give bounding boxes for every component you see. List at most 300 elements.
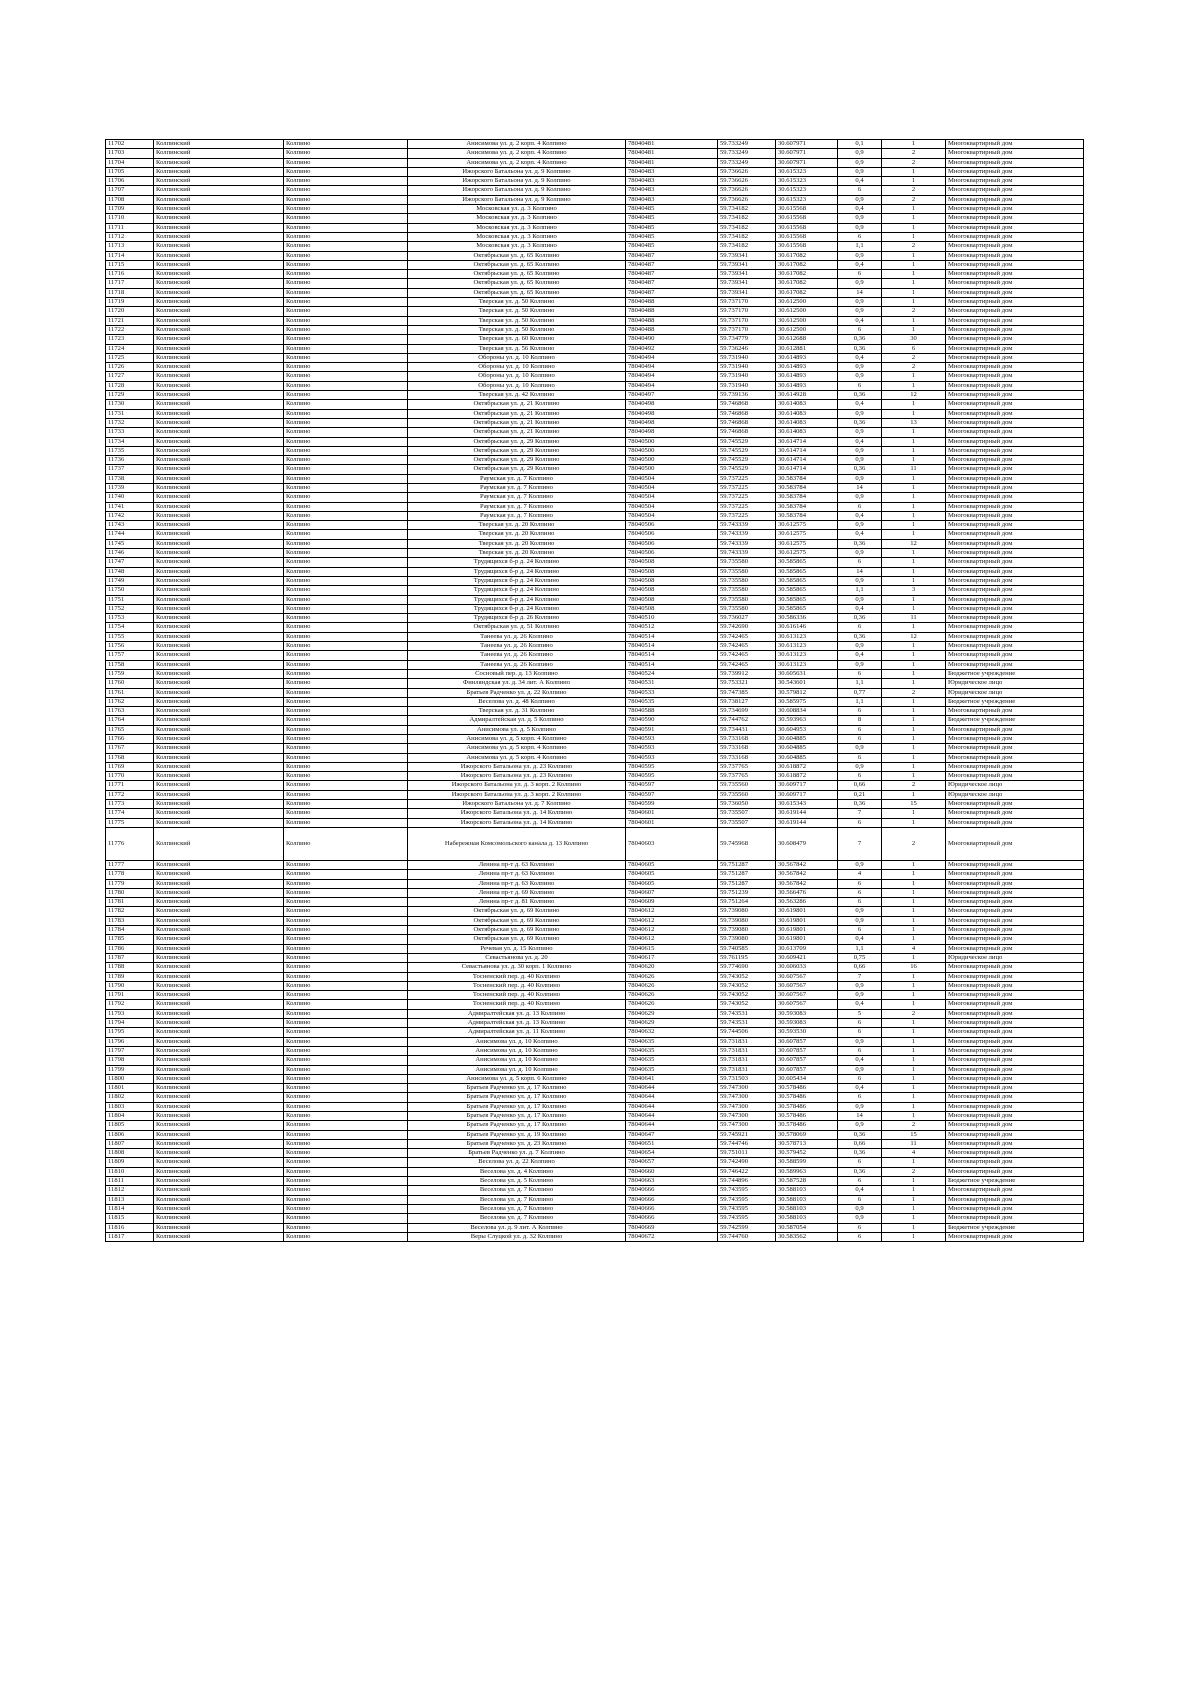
latitude-cell: 59.743339 [718, 539, 776, 548]
object-type-cell: Многоквартирный дом [946, 539, 1084, 548]
count-cell: 1 [882, 260, 946, 269]
town-cell: Колпино [284, 1177, 408, 1186]
volume-cell: 0,9 [838, 493, 882, 502]
code-cell: 78040615 [626, 944, 718, 953]
address-cell: Танеева ул. д. 26 Колпино [408, 660, 626, 669]
code-cell: 78040510 [626, 614, 718, 623]
table-row [106, 1037, 1084, 1046]
district-cell: Колпинский [154, 898, 284, 907]
row-id: 11709 [106, 205, 154, 214]
code-cell: 78040506 [626, 530, 718, 539]
table-row [106, 186, 1084, 195]
table-row [106, 251, 1084, 260]
code-cell: 78040494 [626, 363, 718, 372]
latitude-cell: 59.745968 [718, 827, 776, 860]
address-cell: Обороны ул. д. 10 Колпино [408, 372, 626, 381]
code-cell: 78040531 [626, 679, 718, 688]
latitude-cell: 59.737225 [718, 483, 776, 492]
address-cell: Братьев Радченко ул. д. 7 Колпино [408, 1149, 626, 1158]
address-cell: Веры Слуцкой ул. д. 32 Колпино [408, 1232, 626, 1241]
longitude-cell: 30.578486 [776, 1121, 838, 1130]
object-type-cell: Многоквартирный дом [946, 1093, 1084, 1102]
longitude-cell: 30.607857 [776, 1056, 838, 1065]
count-cell: 1 [882, 1065, 946, 1074]
longitude-cell: 30.612500 [776, 316, 838, 325]
latitude-cell: 59.739341 [718, 279, 776, 288]
object-type-cell: Многоквартирный дом [946, 1121, 1084, 1130]
latitude-cell: 59.747300 [718, 1084, 776, 1093]
code-cell: 78040612 [626, 935, 718, 944]
town-cell: Колпино [284, 493, 408, 502]
data-table [105, 139, 1084, 1242]
count-cell: 11 [882, 614, 946, 623]
volume-cell: 6 [838, 1223, 882, 1232]
table-row [106, 558, 1084, 567]
town-cell: Колпино [284, 186, 408, 195]
latitude-cell: 59.731940 [718, 381, 776, 390]
address-cell: Ижорского Батальона ул. д. 23 Колпино [408, 772, 626, 781]
longitude-cell: 30.605434 [776, 1074, 838, 1083]
town-cell: Колпино [284, 558, 408, 567]
district-cell: Колпинский [154, 679, 284, 688]
latitude-cell: 59.736027 [718, 614, 776, 623]
object-type-cell: Многоквартирный дом [946, 651, 1084, 660]
latitude-cell: 59.736626 [718, 167, 776, 176]
table-row [106, 446, 1084, 455]
longitude-cell: 30.593963 [776, 716, 838, 725]
town-cell: Колпино [284, 888, 408, 897]
code-cell: 78040593 [626, 744, 718, 753]
count-cell: 1 [882, 558, 946, 567]
address-cell: Тосненский пер. д. 40 Колпино [408, 981, 626, 990]
row-id: 11789 [106, 972, 154, 981]
address-cell: Тверская ул. д. 20 Колпино [408, 539, 626, 548]
object-type-cell: Юридическое лицо [946, 679, 1084, 688]
object-type-cell: Многоквартирный дом [946, 251, 1084, 260]
address-cell: Веселова ул. д. 7 Колпино [408, 1204, 626, 1213]
address-cell: Анисимова ул. д. 5 корп. 4 Колпино [408, 753, 626, 762]
district-cell: Колпинский [154, 632, 284, 641]
town-cell: Колпино [284, 725, 408, 734]
district-cell: Колпинский [154, 1074, 284, 1083]
code-cell: 78040506 [626, 549, 718, 558]
town-cell: Колпино [284, 1139, 408, 1148]
code-cell: 78040524 [626, 669, 718, 678]
volume-cell: 0,4 [838, 437, 882, 446]
town-cell: Колпино [284, 428, 408, 437]
object-type-cell: Многоквартирный дом [946, 1186, 1084, 1195]
count-cell: 1 [882, 716, 946, 725]
table-row [106, 1121, 1084, 1130]
table-row [106, 879, 1084, 888]
longitude-cell: 30.614083 [776, 418, 838, 427]
object-type-cell: Многоквартирный дом [946, 1009, 1084, 1018]
district-cell: Колпинский [154, 651, 284, 660]
address-cell: Братьев Радченко ул. д. 22 Колпино [408, 688, 626, 697]
object-type-cell: Многоквартирный дом [946, 1037, 1084, 1046]
object-type-cell: Многоквартирный дом [946, 242, 1084, 251]
town-cell: Колпино [284, 325, 408, 334]
latitude-cell: 59.735507 [718, 809, 776, 818]
district-cell: Колпинский [154, 953, 284, 962]
code-cell: 78040626 [626, 991, 718, 1000]
row-id: 11811 [106, 1177, 154, 1186]
table-row [106, 195, 1084, 204]
longitude-cell: 30.607567 [776, 1000, 838, 1009]
code-cell: 78040666 [626, 1195, 718, 1204]
count-cell: 1 [882, 697, 946, 706]
object-type-cell: Бюджетное учреждение [946, 669, 1084, 678]
row-id: 11702 [106, 140, 154, 149]
town-cell: Колпино [284, 400, 408, 409]
row-id: 11814 [106, 1204, 154, 1213]
town-cell: Колпино [284, 539, 408, 548]
address-cell: Ижорского Батальона ул. д. 9 Колпино [408, 167, 626, 176]
district-cell: Колпинский [154, 1177, 284, 1186]
town-cell: Колпино [284, 1149, 408, 1158]
table-row [106, 1158, 1084, 1167]
volume-cell: 6 [838, 381, 882, 390]
longitude-cell: 30.588103 [776, 1195, 838, 1204]
object-type-cell: Многоквартирный дом [946, 140, 1084, 149]
row-id: 11734 [106, 437, 154, 446]
address-cell: Братьев Радченко ул. д. 17 Колпино [408, 1121, 626, 1130]
address-cell: Веселова ул. д. 7 Колпино [408, 1186, 626, 1195]
table-row [106, 1000, 1084, 1009]
row-id: 11754 [106, 623, 154, 632]
row-id: 11759 [106, 669, 154, 678]
longitude-cell: 30.619144 [776, 809, 838, 818]
object-type-cell: Многоквартирный дом [946, 1102, 1084, 1111]
count-cell: 1 [882, 1177, 946, 1186]
district-cell: Колпинский [154, 972, 284, 981]
volume-cell: 0,4 [838, 177, 882, 186]
town-cell: Колпино [284, 372, 408, 381]
row-id: 11720 [106, 307, 154, 316]
object-type-cell: Юридическое лицо [946, 781, 1084, 790]
count-cell: 2 [882, 186, 946, 195]
object-type-cell: Многоквартирный дом [946, 660, 1084, 669]
town-cell: Колпино [284, 991, 408, 1000]
longitude-cell: 30.612881 [776, 344, 838, 353]
table-row [106, 1074, 1084, 1083]
volume-cell: 0,4 [838, 935, 882, 944]
object-type-cell: Многоквартирный дом [946, 260, 1084, 269]
town-cell: Колпино [284, 1065, 408, 1074]
count-cell: 1 [882, 279, 946, 288]
longitude-cell: 30.583784 [776, 502, 838, 511]
row-id: 11777 [106, 860, 154, 869]
latitude-cell: 59.737225 [718, 493, 776, 502]
code-cell: 78040483 [626, 195, 718, 204]
volume-cell: 0,9 [838, 307, 882, 316]
object-type-cell: Многоквартирный дом [946, 288, 1084, 297]
longitude-cell: 30.593083 [776, 1009, 838, 1018]
district-cell: Колпинский [154, 474, 284, 483]
code-cell: 78040657 [626, 1158, 718, 1167]
longitude-cell: 30.586336 [776, 614, 838, 623]
object-type-cell: Многоквартирный дом [946, 1214, 1084, 1223]
count-cell: 2 [882, 307, 946, 316]
town-cell: Колпино [284, 642, 408, 651]
count-cell: 2 [882, 1121, 946, 1130]
count-cell: 1 [882, 167, 946, 176]
object-type-cell: Многоквартирный дом [946, 1111, 1084, 1120]
count-cell: 1 [882, 1214, 946, 1223]
table-row [106, 325, 1084, 334]
town-cell: Колпино [284, 1232, 408, 1241]
code-cell: 78040595 [626, 762, 718, 771]
code-cell: 78040654 [626, 1149, 718, 1158]
latitude-cell: 59.742465 [718, 651, 776, 660]
object-type-cell: Многоквартирный дом [946, 549, 1084, 558]
volume-cell: 14 [838, 483, 882, 492]
town-cell: Колпино [284, 1056, 408, 1065]
code-cell: 78040488 [626, 325, 718, 334]
volume-cell: 0,9 [838, 595, 882, 604]
volume-cell: 0,36 [838, 418, 882, 427]
code-cell: 78040595 [626, 772, 718, 781]
latitude-cell: 59.735580 [718, 604, 776, 613]
row-id: 11770 [106, 772, 154, 781]
longitude-cell: 30.617082 [776, 270, 838, 279]
object-type-cell: Многоквартирный дом [946, 428, 1084, 437]
latitude-cell: 59.743339 [718, 549, 776, 558]
latitude-cell: 59.735580 [718, 558, 776, 567]
object-type-cell: Многоквартирный дом [946, 307, 1084, 316]
latitude-cell: 59.738127 [718, 697, 776, 706]
district-cell: Колпинский [154, 1009, 284, 1018]
district-cell: Колпинский [154, 214, 284, 223]
table-row [106, 991, 1084, 1000]
address-cell: Октябрьская ул. д. 69 Колпино [408, 935, 626, 944]
row-id: 11733 [106, 428, 154, 437]
count-cell: 1 [882, 400, 946, 409]
object-type-cell: Многоквартирный дом [946, 474, 1084, 483]
object-type-cell: Многоквартирный дом [946, 325, 1084, 334]
row-id: 11796 [106, 1037, 154, 1046]
code-cell: 78040500 [626, 437, 718, 446]
district-cell: Колпинский [154, 642, 284, 651]
code-cell: 78040629 [626, 1009, 718, 1018]
table-row [106, 418, 1084, 427]
code-cell: 78040488 [626, 307, 718, 316]
district-cell: Колпинский [154, 660, 284, 669]
volume-cell: 0,9 [838, 251, 882, 260]
longitude-cell: 30.606033 [776, 963, 838, 972]
longitude-cell: 30.619801 [776, 926, 838, 935]
address-cell: Ленина пр-т д. 63 Колпино [408, 860, 626, 869]
table-body [106, 140, 1084, 1242]
count-cell: 1 [882, 809, 946, 818]
district-cell: Колпинский [154, 1046, 284, 1055]
count-cell: 2 [882, 363, 946, 372]
row-id: 11707 [106, 186, 154, 195]
object-type-cell: Многоквартирный дом [946, 232, 1084, 241]
district-cell: Колпинский [154, 1056, 284, 1065]
volume-cell: 0,21 [838, 790, 882, 799]
object-type-cell: Многоквартирный дом [946, 279, 1084, 288]
volume-cell: 0,9 [838, 158, 882, 167]
address-cell: Октябрьская ул. д. 65 Колпино [408, 270, 626, 279]
code-cell: 78040644 [626, 1093, 718, 1102]
longitude-cell: 30.583784 [776, 493, 838, 502]
object-type-cell: Многоквартирный дом [946, 1056, 1084, 1065]
longitude-cell: 30.593530 [776, 1028, 838, 1037]
address-cell: Октябрьская ул. д. 65 Колпино [408, 251, 626, 260]
volume-cell: 0,4 [838, 316, 882, 325]
table-row [106, 1214, 1084, 1223]
code-cell: 78040508 [626, 586, 718, 595]
table-row [106, 1028, 1084, 1037]
object-type-cell: Многоквартирный дом [946, 381, 1084, 390]
count-cell: 12 [882, 539, 946, 548]
object-type-cell: Многоквартирный дом [946, 604, 1084, 613]
address-cell: Раумская ул. д. 7 Колпино [408, 493, 626, 502]
volume-cell: 0,36 [838, 335, 882, 344]
volume-cell: 0,66 [838, 963, 882, 972]
district-cell: Колпинский [154, 1102, 284, 1111]
count-cell: 1 [882, 907, 946, 916]
code-cell: 78040672 [626, 1232, 718, 1241]
longitude-cell: 30.614893 [776, 353, 838, 362]
latitude-cell: 59.751264 [718, 898, 776, 907]
volume-cell: 0,9 [838, 549, 882, 558]
longitude-cell: 30.615568 [776, 205, 838, 214]
row-id: 11775 [106, 818, 154, 827]
object-type-cell: Многоквартирный дом [946, 353, 1084, 362]
town-cell: Колпино [284, 972, 408, 981]
code-cell: 78040666 [626, 1204, 718, 1213]
district-cell: Колпинский [154, 753, 284, 762]
object-type-cell: Многоквартирный дом [946, 483, 1084, 492]
district-cell: Колпинский [154, 400, 284, 409]
volume-cell: 0,9 [838, 1204, 882, 1213]
object-type-cell: Многоквартирный дом [946, 1046, 1084, 1055]
row-id: 11723 [106, 335, 154, 344]
count-cell: 1 [882, 1111, 946, 1120]
volume-cell: 0,9 [838, 298, 882, 307]
address-cell: Трудящихся б-р д. 24 Колпино [408, 576, 626, 585]
address-cell: Тосненский пер. д. 40 Колпино [408, 991, 626, 1000]
row-id: 11794 [106, 1019, 154, 1028]
district-cell: Колпинский [154, 762, 284, 771]
code-cell: 78040514 [626, 632, 718, 641]
table-row [106, 232, 1084, 241]
row-id: 11745 [106, 539, 154, 548]
table-row [106, 474, 1084, 483]
count-cell: 1 [882, 981, 946, 990]
latitude-cell: 59.734182 [718, 232, 776, 241]
latitude-cell: 59.742490 [718, 1158, 776, 1167]
district-cell: Колпинский [154, 1019, 284, 1028]
code-cell: 78040632 [626, 1028, 718, 1037]
address-cell: Братьев Радченко ул. д. 17 Колпино [408, 1084, 626, 1093]
latitude-cell: 59.734182 [718, 205, 776, 214]
object-type-cell: Многоквартирный дом [946, 149, 1084, 158]
count-cell: 1 [882, 1158, 946, 1167]
address-cell: Октябрьская ул. д. 21 Колпино [408, 409, 626, 418]
table-row [106, 1167, 1084, 1176]
town-cell: Колпино [284, 1028, 408, 1037]
volume-cell: 0,36 [838, 614, 882, 623]
row-id: 11808 [106, 1149, 154, 1158]
district-cell: Колпинский [154, 539, 284, 548]
table-row [106, 944, 1084, 953]
volume-cell: 0,1 [838, 140, 882, 149]
count-cell: 11 [882, 1139, 946, 1148]
table-row [106, 344, 1084, 353]
code-cell: 78040590 [626, 716, 718, 725]
town-cell: Колпино [284, 688, 408, 697]
address-cell: Обороны ул. д. 10 Колпино [408, 353, 626, 362]
town-cell: Колпино [284, 716, 408, 725]
table-row [106, 483, 1084, 492]
district-cell: Колпинский [154, 1028, 284, 1037]
longitude-cell: 30.614893 [776, 381, 838, 390]
longitude-cell: 30.619801 [776, 907, 838, 916]
district-cell: Колпинский [154, 935, 284, 944]
table-row [106, 149, 1084, 158]
object-type-cell: Многоквартирный дом [946, 963, 1084, 972]
town-cell: Колпино [284, 953, 408, 962]
longitude-cell: 30.613123 [776, 651, 838, 660]
address-cell: Октябрьская ул. д. 65 Колпино [408, 279, 626, 288]
longitude-cell: 30.614714 [776, 465, 838, 474]
count-cell: 1 [882, 818, 946, 827]
volume-cell: 14 [838, 567, 882, 576]
district-cell: Колпинский [154, 697, 284, 706]
latitude-cell: 59.743339 [718, 530, 776, 539]
code-cell: 78040607 [626, 888, 718, 897]
town-cell: Колпино [284, 549, 408, 558]
code-cell: 78040635 [626, 1037, 718, 1046]
district-cell: Колпинский [154, 1111, 284, 1120]
latitude-cell: 59.739080 [718, 935, 776, 944]
row-id: 11802 [106, 1093, 154, 1102]
volume-cell: 6 [838, 1232, 882, 1241]
address-cell: Веселова ул. д. 4 Колпино [408, 1167, 626, 1176]
latitude-cell: 59.747300 [718, 1102, 776, 1111]
latitude-cell: 59.761195 [718, 953, 776, 962]
table-row [106, 926, 1084, 935]
address-cell: Братьев Радченко ул. д. 17 Колпино [408, 1093, 626, 1102]
code-cell: 78040635 [626, 1046, 718, 1055]
address-cell: Раумская ул. д. 7 Колпино [408, 483, 626, 492]
code-cell: 78040514 [626, 651, 718, 660]
latitude-cell: 59.743052 [718, 991, 776, 1000]
longitude-cell: 30.618872 [776, 772, 838, 781]
count-cell: 1 [882, 214, 946, 223]
volume-cell: 0,36 [838, 1149, 882, 1158]
volume-cell: 0,36 [838, 344, 882, 353]
longitude-cell: 30.613123 [776, 660, 838, 669]
address-cell: Ижорского Батальона ул. д. 7 Колпино [408, 800, 626, 809]
count-cell: 1 [882, 232, 946, 241]
latitude-cell: 59.739341 [718, 260, 776, 269]
longitude-cell: 30.607567 [776, 981, 838, 990]
address-cell: Тверская ул. д. 20 Колпино [408, 549, 626, 558]
longitude-cell: 30.617082 [776, 251, 838, 260]
town-cell: Колпино [284, 1204, 408, 1213]
longitude-cell: 30.614928 [776, 391, 838, 400]
code-cell: 78040504 [626, 493, 718, 502]
table-row [106, 493, 1084, 502]
object-type-cell: Многоквартирный дом [946, 1000, 1084, 1009]
volume-cell: 6 [838, 1195, 882, 1204]
volume-cell: 4 [838, 870, 882, 879]
table-row [106, 762, 1084, 771]
